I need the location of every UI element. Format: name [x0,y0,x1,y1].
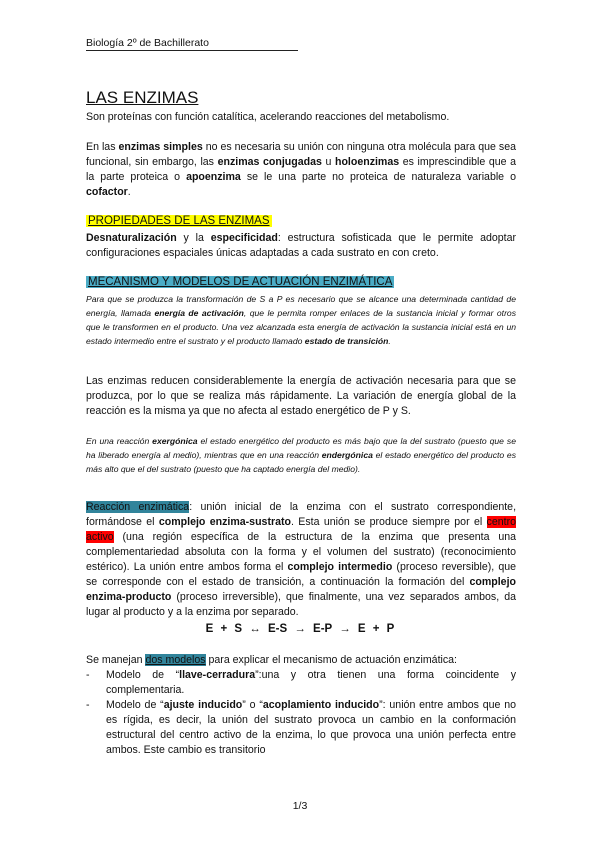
intro-paragraph: Son proteínas con función catalítica, acelerando reacciones del metabolismo. [86,111,450,123]
paragraph-enzyme-types: En las enzimas simples no es necesaria su unión con ninguna otra molécula para que sea funcional, sin embargo, las enzimas conjugadas u holoenzimas es imprescindible que a la parte proteica o apoenzima se le una parte no proteica de naturaleza variable o cofactor. [86,141,516,198]
paragraph-energy-reduction: Las enzimas reducen considerablemente la energía de activación necesaria para que se produzca, por lo que se realiza más rápidamente. La variación de energía global de la reacción es la misma ya que no afecta al estado energético de P y S. [86,375,516,417]
paragraph-activation-energy: Para que se produzca la transformación de S a P es necesario que se alcance una determinada cantidad de energía, llamada energía de activación, que le permita romper enlaces de la sustancia inicial y formar otros que le transformen en el producto. Una vez alcanzada esta energía de activación la sustancia inicial está en un estado intermedio entre el sustrato y el producto llamado estado de transición. [86,294,517,346]
page-header: Biología 2º de Bachillerato [86,37,298,51]
paragraph-enzymatic-reaction: Reacción enzimática: unión inicial de la enzima con el sustrato correspondiente, formándose el complejo enzima-sustrato. Esta unión se produce siempre por el centro activo (una región específica de la estructura de la enzima que presenta una complementariedad absoluta con la forma y el volumen del sustrato) (reconocimiento estérico). La unión entre ambos forma el complejo intermedio (proceso reversible), que se corresponde con el estado de transición, a continuación la formación del complejo enzima-producto (proceso irreversible), que finalmente, una vez separados ambos, da lugar al producto y a la enzima por separado. [86,501,517,618]
paragraph-models-intro: Se manejan dos modelos para explicar el mecanismo de actuación enzimática: [86,654,457,666]
section-heading-properties: PROPIEDADES DE LAS ENZIMAS [88,215,270,227]
paragraph-exergonic-endergonic: En una reacción exergónica el estado energético del producto es más bajo que la del sustrato (puesto que se ha liberado energía al medio), mientras que en una reacción endergónica el estado energético del producto es más alto que el del sustrato (puesto que ha captado energía del medio). [86,436,516,474]
list-item-induced-fit: - Modelo de “ajuste inducido” o “acoplamiento inducido”: unión entre ambos que no es rígida, es decir, la unión del sustrato provoca un cambio en la conformación estructural del centro activo de la enzima, lo que provoca una unión perfecta entre ambos. Este cambio es transitorio [86,699,517,756]
reaction-equation: E + S ↔ E-S → E-P → E + P [205,623,395,635]
section-heading-mechanism: MECANISMO Y MODELOS DE ACTUACIÓN ENZIMÁTICA [88,276,393,288]
page-number: 1/3 [292,800,308,812]
list-item-lock-key: - Modelo de “llave-cerradura”:una y otra tienen una forma coincidente y complementaria. [86,669,516,696]
two-models-highlight: dos modelos [145,654,206,666]
reaction-label: Reacción enzimática [86,501,190,513]
paragraph-properties: Desnaturalización y la especificidad: estructura sofisticada que le permite adoptar configuraciones espaciales únicas adaptadas a cada sustrato en con creto. [86,232,517,259]
models-list [86,668,516,758]
active-site-highlight: centro activo [86,516,516,543]
page-title: LAS ENZIMAS [86,88,199,107]
